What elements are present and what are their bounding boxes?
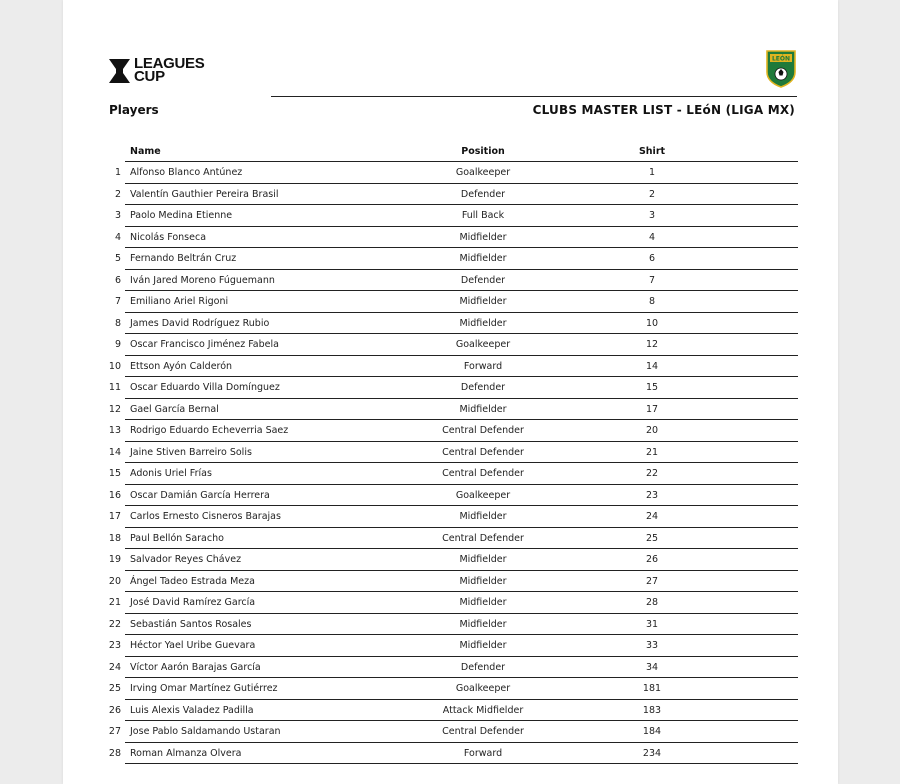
column-header-shirt: Shirt xyxy=(638,146,666,157)
player-name: Ettson Ayón Calderón xyxy=(130,360,233,372)
player-name: Rodrigo Eduardo Echeverria Saez xyxy=(130,425,289,436)
logo-line-2: CUP xyxy=(134,68,165,85)
document-page xyxy=(63,0,838,784)
row-number: 28 xyxy=(108,747,121,759)
leagues-cup-mark-icon xyxy=(109,59,130,83)
shirt-number: 28 xyxy=(645,597,659,608)
player-name: Oscar Damián García Herrera xyxy=(130,489,270,501)
row-number: 27 xyxy=(108,726,121,737)
player-name: Valentín Gauthier Pereira Brasil xyxy=(130,188,279,200)
row-number: 11 xyxy=(108,382,121,393)
table-row xyxy=(103,205,798,227)
player-name: Alfonso Blanco Antúnez xyxy=(130,167,243,178)
player-name: Víctor Aarón Barajas García xyxy=(130,661,261,673)
player-name: Adonis Uriel Frías xyxy=(130,468,212,479)
table-row xyxy=(103,356,798,378)
shirt-number: 2 xyxy=(648,188,656,200)
table-row xyxy=(103,506,798,528)
document-title: CLUBS MASTER LIST - LEóN (LIGA MX) xyxy=(532,103,795,117)
row-number: 23 xyxy=(108,640,121,651)
player-name: Oscar Eduardo Villa Domínguez xyxy=(130,382,280,393)
shirt-number: 4 xyxy=(648,231,656,243)
player-position: Forward xyxy=(463,360,503,372)
table-row xyxy=(103,657,798,679)
shirt-number: 8 xyxy=(648,296,656,307)
shirt-number: 10 xyxy=(645,317,659,329)
shirt-number: 20 xyxy=(645,425,659,436)
row-number: 21 xyxy=(108,597,121,608)
shirt-number: 6 xyxy=(648,253,656,264)
row-number: 6 xyxy=(114,274,121,286)
table-row xyxy=(103,614,798,636)
shirt-number: 25 xyxy=(645,532,659,544)
player-position: Full Back xyxy=(461,210,505,221)
player-name: Paul Bellón Saracho xyxy=(130,532,224,544)
table-row xyxy=(103,270,798,292)
shirt-number: 234 xyxy=(642,747,662,759)
player-name: Nicolás Fonseca xyxy=(130,231,207,243)
row-number: 17 xyxy=(108,511,121,522)
player-name: Oscar Francisco Jiménez Fabela xyxy=(130,339,279,350)
table-row xyxy=(103,743,798,765)
row-number: 24 xyxy=(108,661,121,673)
player-name: Roman Almanza Olvera xyxy=(130,747,242,759)
table-row xyxy=(103,162,798,184)
player-position: Central Defender xyxy=(442,446,524,458)
player-position: Midfielder xyxy=(459,511,507,522)
player-name: Irving Omar Martínez Gutiérrez xyxy=(130,683,278,694)
player-name: Ángel Tadeo Estrada Meza xyxy=(130,575,255,587)
shirt-number: 26 xyxy=(645,554,659,565)
shirt-number: 181 xyxy=(642,683,662,694)
logo-line-1: LEAGUES xyxy=(134,55,205,72)
row-number: 15 xyxy=(108,468,121,479)
player-position: Forward xyxy=(463,747,503,759)
player-name: Emiliano Ariel Rigoni xyxy=(130,296,229,307)
table-row xyxy=(103,399,798,421)
table-body xyxy=(103,162,798,764)
table-row xyxy=(103,420,798,442)
player-position: Central Defender xyxy=(442,468,524,479)
table-row xyxy=(103,377,798,399)
row-number: 13 xyxy=(108,425,121,436)
table-row xyxy=(103,227,798,249)
player-name: Luis Alexis Valadez Padilla xyxy=(130,704,254,716)
player-name: Carlos Ernesto Cisneros Barajas xyxy=(130,511,281,522)
row-number: 10 xyxy=(108,360,121,372)
row-number: 22 xyxy=(108,618,121,630)
shirt-number: 21 xyxy=(645,446,659,458)
player-position: Defender xyxy=(460,188,506,200)
table-row xyxy=(103,528,798,550)
row-number: 1 xyxy=(114,167,121,178)
row-number: 18 xyxy=(108,532,121,544)
shirt-number: 22 xyxy=(645,468,659,479)
table-row xyxy=(103,334,798,356)
column-header-position: Position xyxy=(461,146,505,157)
row-number: 9 xyxy=(114,339,121,350)
shirt-number: 7 xyxy=(648,274,656,286)
shirt-number: 17 xyxy=(645,403,659,415)
player-position: Defender xyxy=(460,661,506,673)
player-position: Goalkeeper xyxy=(455,683,511,694)
crest-text: LEÓN xyxy=(771,55,791,63)
shirt-number: 34 xyxy=(645,661,659,673)
shirt-number: 27 xyxy=(645,575,659,587)
player-name: Salvador Reyes Chávez xyxy=(130,554,242,565)
table-row xyxy=(103,485,798,507)
row-number: 2 xyxy=(114,188,121,200)
table-row xyxy=(103,248,798,270)
player-name: Gael García Bernal xyxy=(130,403,219,415)
row-number: 3 xyxy=(114,210,121,221)
row-number: 7 xyxy=(114,296,121,307)
player-name: Fernando Beltrán Cruz xyxy=(130,253,237,264)
player-name: Iván Jared Moreno Fúguemann xyxy=(130,274,275,286)
player-position: Defender xyxy=(460,274,506,286)
shirt-number: 3 xyxy=(648,210,656,221)
section-label: Players xyxy=(109,103,159,117)
player-position: Midfielder xyxy=(459,554,507,565)
table-row xyxy=(103,635,798,657)
shirt-number: 14 xyxy=(645,360,659,372)
shirt-number: 31 xyxy=(645,618,659,630)
player-position: Central Defender xyxy=(442,726,524,737)
shirt-number: 12 xyxy=(645,339,659,350)
club-crest xyxy=(765,48,797,88)
row-number: 16 xyxy=(108,489,121,501)
player-position: Midfielder xyxy=(459,575,507,587)
player-name: Jaine Stiven Barreiro Solis xyxy=(130,446,252,458)
player-name: Jose Pablo Saldamando Ustaran xyxy=(130,726,281,737)
table-row xyxy=(103,442,798,464)
table-row xyxy=(103,313,798,335)
column-header-name: Name xyxy=(130,146,161,157)
player-position: Midfielder xyxy=(459,640,507,651)
player-position: Goalkeeper xyxy=(455,167,511,178)
player-name: Héctor Yael Uribe Guevara xyxy=(130,640,256,651)
leon-crest-icon xyxy=(765,48,797,88)
player-name: James David Rodríguez Rubio xyxy=(130,317,270,329)
player-position: Midfielder xyxy=(459,231,507,243)
table-row xyxy=(103,592,798,614)
table-row xyxy=(103,463,798,485)
table-row xyxy=(103,700,798,722)
player-position: Midfielder xyxy=(459,296,507,307)
shirt-number: 1 xyxy=(648,167,656,178)
player-position: Midfielder xyxy=(459,618,507,630)
player-name: José David Ramírez García xyxy=(130,597,256,608)
player-position: Goalkeeper xyxy=(455,339,511,350)
table-header xyxy=(103,141,798,162)
row-number: 4 xyxy=(114,231,121,243)
shirt-number: 183 xyxy=(642,704,662,716)
row-number: 19 xyxy=(108,554,121,565)
player-position: Midfielder xyxy=(459,597,507,608)
table-row xyxy=(103,678,798,700)
row-number: 25 xyxy=(108,683,121,694)
player-name: Sebastián Santos Rosales xyxy=(130,618,252,630)
roster-table xyxy=(103,141,798,764)
table-row xyxy=(103,184,798,206)
row-number: 14 xyxy=(108,446,121,458)
header-divider xyxy=(271,96,797,97)
player-position: Attack Midfielder xyxy=(442,704,524,716)
table-row xyxy=(103,721,798,743)
row-number: 20 xyxy=(108,575,121,587)
shirt-number: 184 xyxy=(642,726,662,737)
shirt-number: 24 xyxy=(645,511,659,522)
player-position: Defender xyxy=(460,382,506,393)
player-position: Central Defender xyxy=(442,532,524,544)
table-row xyxy=(103,571,798,593)
row-number: 5 xyxy=(114,253,121,264)
player-position: Midfielder xyxy=(459,317,507,329)
player-position: Goalkeeper xyxy=(455,489,511,501)
player-name: Paolo Medina Etienne xyxy=(130,210,233,221)
shirt-number: 33 xyxy=(645,640,659,651)
row-number: 12 xyxy=(108,403,121,415)
table-row xyxy=(103,549,798,571)
player-position: Midfielder xyxy=(459,403,507,415)
player-position: Midfielder xyxy=(459,253,507,264)
shirt-number: 23 xyxy=(645,489,659,501)
logo-wordmark xyxy=(134,57,204,83)
row-number: 26 xyxy=(108,704,121,716)
table-row xyxy=(103,291,798,313)
leagues-cup-logo xyxy=(109,57,229,87)
shirt-number: 15 xyxy=(645,382,659,393)
player-position: Central Defender xyxy=(442,425,524,436)
row-number: 8 xyxy=(114,317,121,329)
